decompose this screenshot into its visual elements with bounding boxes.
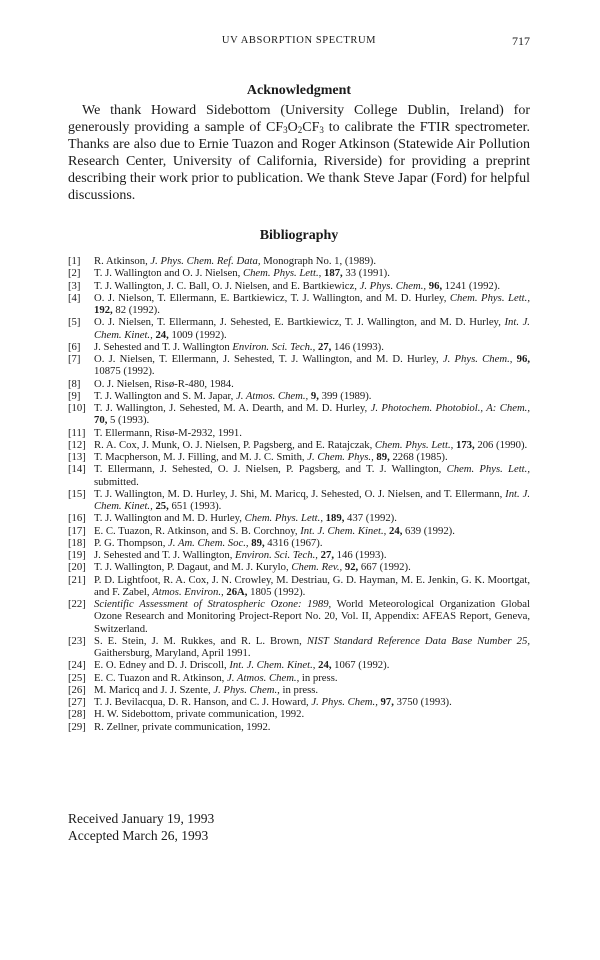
reference-volume: 27, [317,340,332,353]
reference-journal: Int. J. Chem. Kinet., [229,659,316,672]
reference-journal: NIST Standard Reference Data Base Number 25, [306,634,530,647]
reference-text: 146 (1993). [334,549,387,561]
reference-entry [68,378,530,390]
reference-journal: J. Phys. Chem., [311,696,378,708]
running-title: UV ABSORPTION SPECTRUM [221,35,377,46]
reference-text: T. J. Wallington and S. M. Japar, [94,389,236,402]
reference-text: 2268 (1985). [389,451,448,463]
reference-text: 1009 (1992). [168,328,227,341]
reference-journal: Scientific Assessment of Stratospheric Ozone: 1989, [94,598,332,610]
reference-text: R. Atkinson, [94,255,151,267]
reference-journal: J. Phys. Chem., [213,683,280,696]
reference-volume: 26A, [226,585,248,598]
reference-journal: Chem. Phys. Lett., [242,267,322,280]
reference-number: [19] [68,549,86,561]
page-number: 717 [512,34,530,48]
reference-entry [68,512,530,524]
reference-number: [10] [68,402,86,414]
reference-number: [11] [68,426,86,439]
reference-text: T. J. Wallington, M. D. Hurley, J. Shi, M. Maricq, J. Sehested, O. J. Nielsen, and T. Ellermann, [94,487,506,500]
reference-number: [1] [68,255,81,267]
running-head [68,33,530,49]
reference-journal: Environ. Sci. Tech., [232,340,316,353]
reference-number: [24] [68,659,86,672]
reference-text: T. J. Wallington and M. D. Hurley, [94,512,245,525]
reference-number: [29] [68,720,86,733]
reference-volume: 25, [155,500,169,512]
reference-text: World Meteorological Organization Global Ozone Research and Monitoring Project-Report No. 20, Vol. II, Appendix: AFEAS Report, Geneva, Switzerland. [94,598,530,635]
reference-journal: J. Am. Chem. Soc., [168,536,249,549]
reference-journal: Int. J. Chem. Kinet., [94,316,530,341]
reference-entry [68,463,530,488]
reference-number: [23] [68,634,86,647]
accepted-date: Accepted March 26, 1993 [68,828,209,843]
reference-text: T. J. Wallington and O. J. Nielsen, [94,267,243,280]
reference-entry [68,684,530,696]
reference-text: E. C. Tuazon and R. Atkinson, [94,671,228,684]
reference-entry [68,488,530,513]
reference-number: [25] [68,671,86,684]
reference-text: O. J. Nielson, T. Ellermann, E. Bartkiewicz, T. J. Wallington, and M. D. Hurley, [94,291,450,304]
reference-number: [22] [68,598,86,610]
reference-text: T. J. Wallington, P. Dagaut, and M. J. Kurylo, [94,561,292,574]
reference-entry [68,672,530,684]
reference-text: Gaithersburg, Maryland, April 1991. [94,647,251,659]
reference-text: E. C. Tuazon, R. Atkinson, and S. B. Corchnoy, [94,524,301,537]
reference-journal: Chem. Phys. Lett., [374,438,454,451]
reference-entry [68,635,530,660]
reference-text: 33 (1991). [342,267,390,280]
reference-text: 206 (1990). [474,438,528,451]
reference-text: T. Macpherson, M. J. Filling, and M. J. C. Smith, [94,451,308,463]
reference-volume: 192, [94,304,113,316]
reference-number: [13] [68,451,86,463]
reference-journal: J. Atmos. Chem., [236,389,309,402]
reference-journal: Chem. Phys. Lett., [244,512,323,525]
reference-text: 667 (1992). [358,561,411,574]
reference-journal: Int. J. Chem. Kinet., [300,524,387,537]
reference-number: [4] [68,291,81,304]
reference-journal: Atmos. Environ., [152,585,224,598]
reference-entry [68,316,530,341]
reference-number: [17] [68,524,86,537]
reference-text: 3750 (1993). [393,696,452,708]
reference-volume: 92, [344,561,359,574]
reference-entry [68,439,530,451]
reference-volume: 89, [376,451,390,463]
reference-journal: Chem. Phys. Lett., [446,463,530,476]
reference-journal: Chem. Phys. Lett., [449,291,530,304]
reference-volume: 96, [516,353,530,365]
reference-text: H. W. Sidebottom, private communication, 1992. [94,708,305,721]
reference-journal: J. Phys. Chem., [359,279,427,292]
reference-journal: Chem. Rev., [291,561,343,574]
reference-text: S. E. Stein, J. M. Rukkes, and R. L. Brown, [94,634,307,647]
reference-text: 4316 (1967). [264,536,323,549]
reference-entry [68,561,530,573]
reference-entry [68,525,530,537]
reference-text: 146 (1993). [331,340,384,353]
reference-entry [68,427,530,439]
reference-text: J. Sehested and T. J. Wallington, [94,549,236,561]
reference-text: 399 (1989). [318,389,372,402]
reference-text: submitted. [94,475,139,488]
reference-entry [68,353,530,378]
reference-entry [68,402,530,427]
reference-number: [28] [68,708,86,721]
reference-journal: J. Atmos. Chem., [227,671,300,684]
reference-entry [68,696,530,708]
reference-entry [68,451,530,463]
reference-number: [7] [68,353,81,365]
reference-journal: J. Phys. Chem., [442,353,513,365]
reference-text: Monograph No. 1, (1989). [260,255,377,267]
reference-entry [68,721,530,733]
reference-text: T. J. Wallington, J. C. Ball, O. J. Nielsen, and E. Bartkiewicz, [94,279,360,292]
reference-journal: Environ. Sci. Tech., [235,549,318,561]
reference-entry [68,267,530,279]
reference-text: M. Maricq and J. J. Szente, [94,683,214,696]
reference-entry [68,537,530,549]
reference-volume: 24, [155,328,169,341]
reference-entry [68,659,530,671]
reference-text: P. G. Thompson, [94,536,169,549]
reference-journal: J. Chem. Phys., [307,451,374,463]
reference-number: [16] [68,512,86,525]
reference-volume: 97, [380,696,394,708]
reference-number: [2] [68,267,81,280]
reference-entry [68,574,530,599]
reference-text: O. J. Nielsen, T. Ellermann, J. Sehested, E. Bartkiewicz, T. J. Wallington, and M. D. Hurley, [94,316,505,329]
reference-text: 1067 (1992). [331,659,390,672]
reference-volume: 27, [320,549,334,561]
reference-volume: 189, [325,512,345,525]
reference-number: [5] [68,316,81,329]
reference-volume: 24, [318,659,332,672]
reference-text: T. Ellermann, J. Sehested, O. J. Nielsen, P. Pagsberg, and T. J. Wallington, [94,463,447,476]
reference-text: 437 (1992). [344,512,397,525]
acknowledgment-heading: Acknowledgment [246,83,352,98]
reference-entry [68,549,530,561]
reference-number: [3] [68,279,81,292]
reference-number: [6] [68,340,81,353]
reference-number: [21] [68,573,86,586]
reference-text: 639 (1992). [402,524,455,537]
reference-text: T. J. Bevilacqua, D. R. Hanson, and C. J. Howard, [94,696,312,708]
reference-text: 5 (1993). [107,414,150,427]
reference-volume: 70, [94,414,108,427]
reference-volume: 187, [324,267,343,280]
reference-entry [68,292,530,317]
received-date: Received January 19, 1993 [68,811,215,826]
reference-number: [27] [68,696,86,708]
reference-journal: J. Photochem. Photobiol., A: Chem., [370,402,531,414]
reference-number: [15] [68,487,86,500]
reference-text: R. A. Cox, J. Munk, O. J. Nielsen, P. Pagsberg, and E. Ratajczak, [94,438,375,451]
reference-text: P. D. Lightfoot, R. A. Cox, J. N. Crowley, M. Destriau, G. D. Hayman, M. E. Jenkin, G. K. Moortgat, and F. Zabel, [94,573,530,598]
reference-text: 10875 (1992). [94,365,155,378]
reference-volume: 9, [310,389,319,402]
reference-volume: 173, [455,438,475,451]
reference-volume: 89, [251,536,265,549]
reference-text: 1805 (1992). [247,585,306,598]
reference-entry [68,280,530,292]
reference-number: [8] [68,377,81,390]
reference-entry [68,598,530,635]
reference-text: in press. [299,671,338,684]
reference-text: 1241 (1992). [442,279,500,292]
reference-text: O. J. Nielsen, T. Ellermann, J. Sehested, T. J. Wallington, and M. D. Hurley, [94,353,443,365]
reference-journal: Int. J. Chem. Kinet., [94,487,530,512]
reference-text: 82 (1992). [112,304,160,316]
reference-text: in press. [279,683,319,696]
reference-text: T. J. Wallington, J. Sehested, M. A. Dearth, and M. D. Hurley, [94,402,371,414]
reference-journal: J. Phys. Chem. Ref. Data, [150,255,261,267]
reference-text: E. O. Edney and D. J. Driscoll, [94,659,230,672]
reference-number: [20] [68,561,86,574]
reference-entry [68,390,530,402]
reference-number: [9] [68,389,81,402]
reference-volume: 24, [389,524,403,537]
reference-entry [68,708,530,720]
reference-number: [18] [68,536,86,549]
received-block [68,810,214,844]
reference-volume: 96, [428,279,443,292]
bibliography-list [68,255,530,733]
reference-entry [68,341,530,353]
reference-number: [14] [68,463,86,476]
reference-text: J. Sehested and T. J. Wallington [94,340,233,353]
reference-text: O. J. Nielsen, Risø-R-480, 1984. [94,377,234,390]
reference-number: [12] [68,438,86,451]
reference-entry [68,255,530,267]
reference-number: [26] [68,683,86,696]
bibliography-heading: Bibliography [259,228,339,243]
reference-text: T. Ellermann, Risø-M-2932, 1991. [94,426,242,439]
reference-text: 651 (1993). [168,500,222,512]
acknowledgment-text: We thank Howard Sidebottom (University College Dublin, Ireland) for generously providing a sample of $CF_3O_2CF_3$ to calibrate the FTIR spectrometer. Thanks are also due to Ernie Tuazon and Roger Atkinson (Statewide Air Pollution Research Center, University of California, Riverside) for providing a preprint describing their work prior to publication. We thank Steve Japar (Ford) for helpful discussions. [68,103,531,203]
reference-text: R. Zellner, private communication, 1992. [94,720,271,733]
